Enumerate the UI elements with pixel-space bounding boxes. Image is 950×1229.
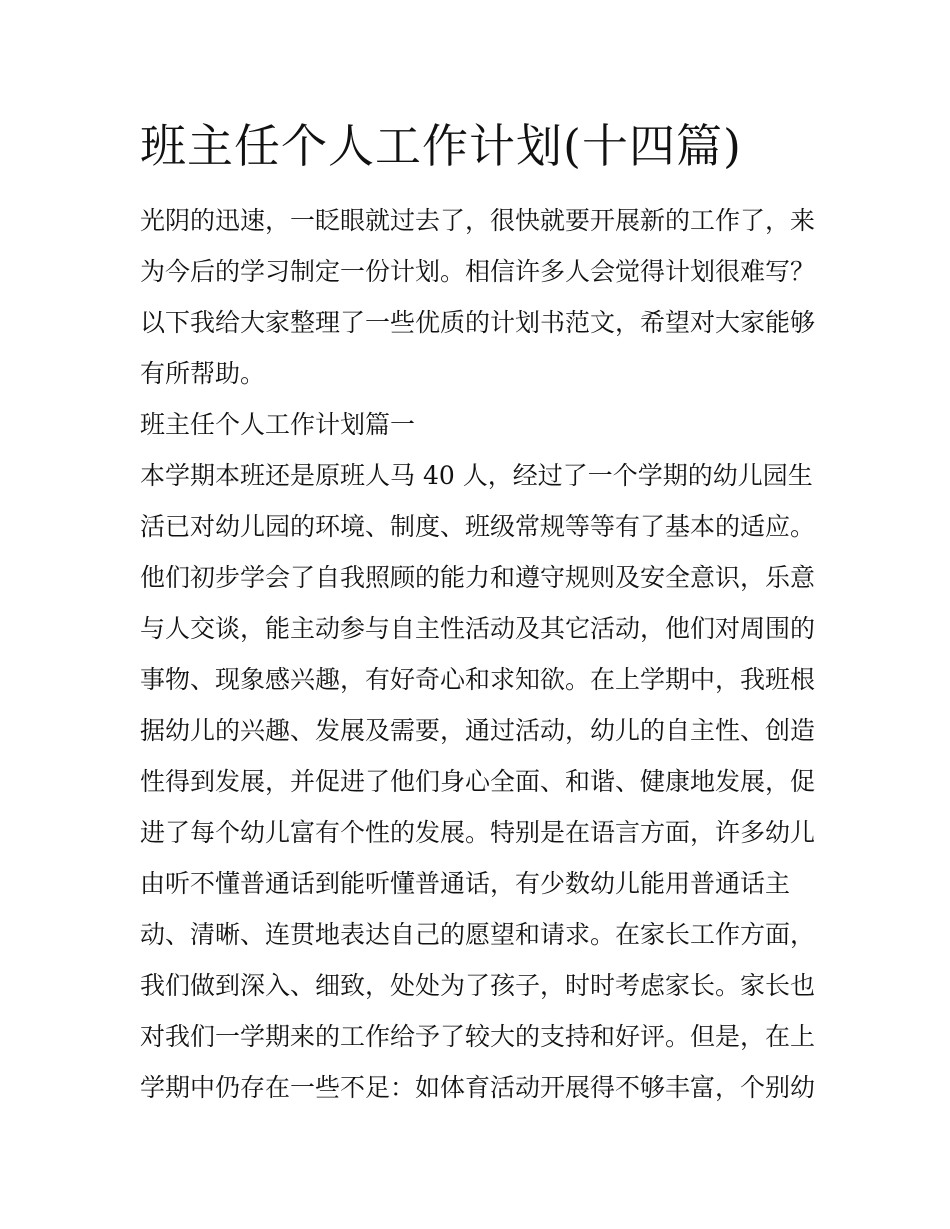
- document-title: 班主任个人工作计划(十四篇): [140, 119, 742, 173]
- text-line: 性得到发展，并促进了他们身心全面、和谐、健康地发展，促: [140, 767, 816, 796]
- text-line: 活已对幼儿园的环境、制度、班级常规等等有了基本的适应。: [140, 512, 816, 541]
- text-line: 由听不懂普通话到能听懂普通话，有少数幼儿能用普通话主: [140, 869, 791, 898]
- text-line: 光阴的迅速，一眨眼就过去了，很快就要开展新的工作了，来: [140, 206, 816, 235]
- text-line: 与人交谈，能主动参与自主性活动及其它活动，他们对周围的: [140, 614, 816, 643]
- section-heading: 班主任个人工作计划篇一: [140, 410, 416, 439]
- text-line: 据幼儿的兴趣、发展及需要，通过活动，幼儿的自主性、创造: [140, 716, 816, 745]
- text-line: 以下我给大家整理了一些优质的计划书范文，希望对大家能够: [140, 308, 816, 337]
- text-line: 为今后的学习制定一份计划。相信许多人会觉得计划很难写？: [140, 257, 816, 286]
- text-line: 动、清晰、连贯地表达自己的愿望和请求。在家长工作方面，: [140, 920, 816, 949]
- text-line: 对我们一学期来的工作给予了较大的支持和好评。但是，在上: [140, 1022, 816, 1051]
- text-line: 我们做到深入、细致，处处为了孩子，时时考虑家长。家长也: [140, 971, 816, 1000]
- text-line: 事物、现象感兴趣，有好奇心和求知欲。在上学期中，我班根: [140, 665, 816, 694]
- text-line: 有所帮助。: [140, 359, 266, 388]
- text-line: 本学期本班还是原班人马 40 人，经过了一个学期的幼儿园生: [140, 461, 813, 490]
- text-line: 学期中仍存在一些不足：如体育活动开展得不够丰富，个别幼: [140, 1073, 816, 1102]
- text-line: 他们初步学会了自我照顾的能力和遵守规则及安全意识，乐意: [140, 563, 816, 592]
- text-line: 进了每个幼儿富有个性的发展。特别是在语言方面，许多幼儿: [140, 818, 816, 847]
